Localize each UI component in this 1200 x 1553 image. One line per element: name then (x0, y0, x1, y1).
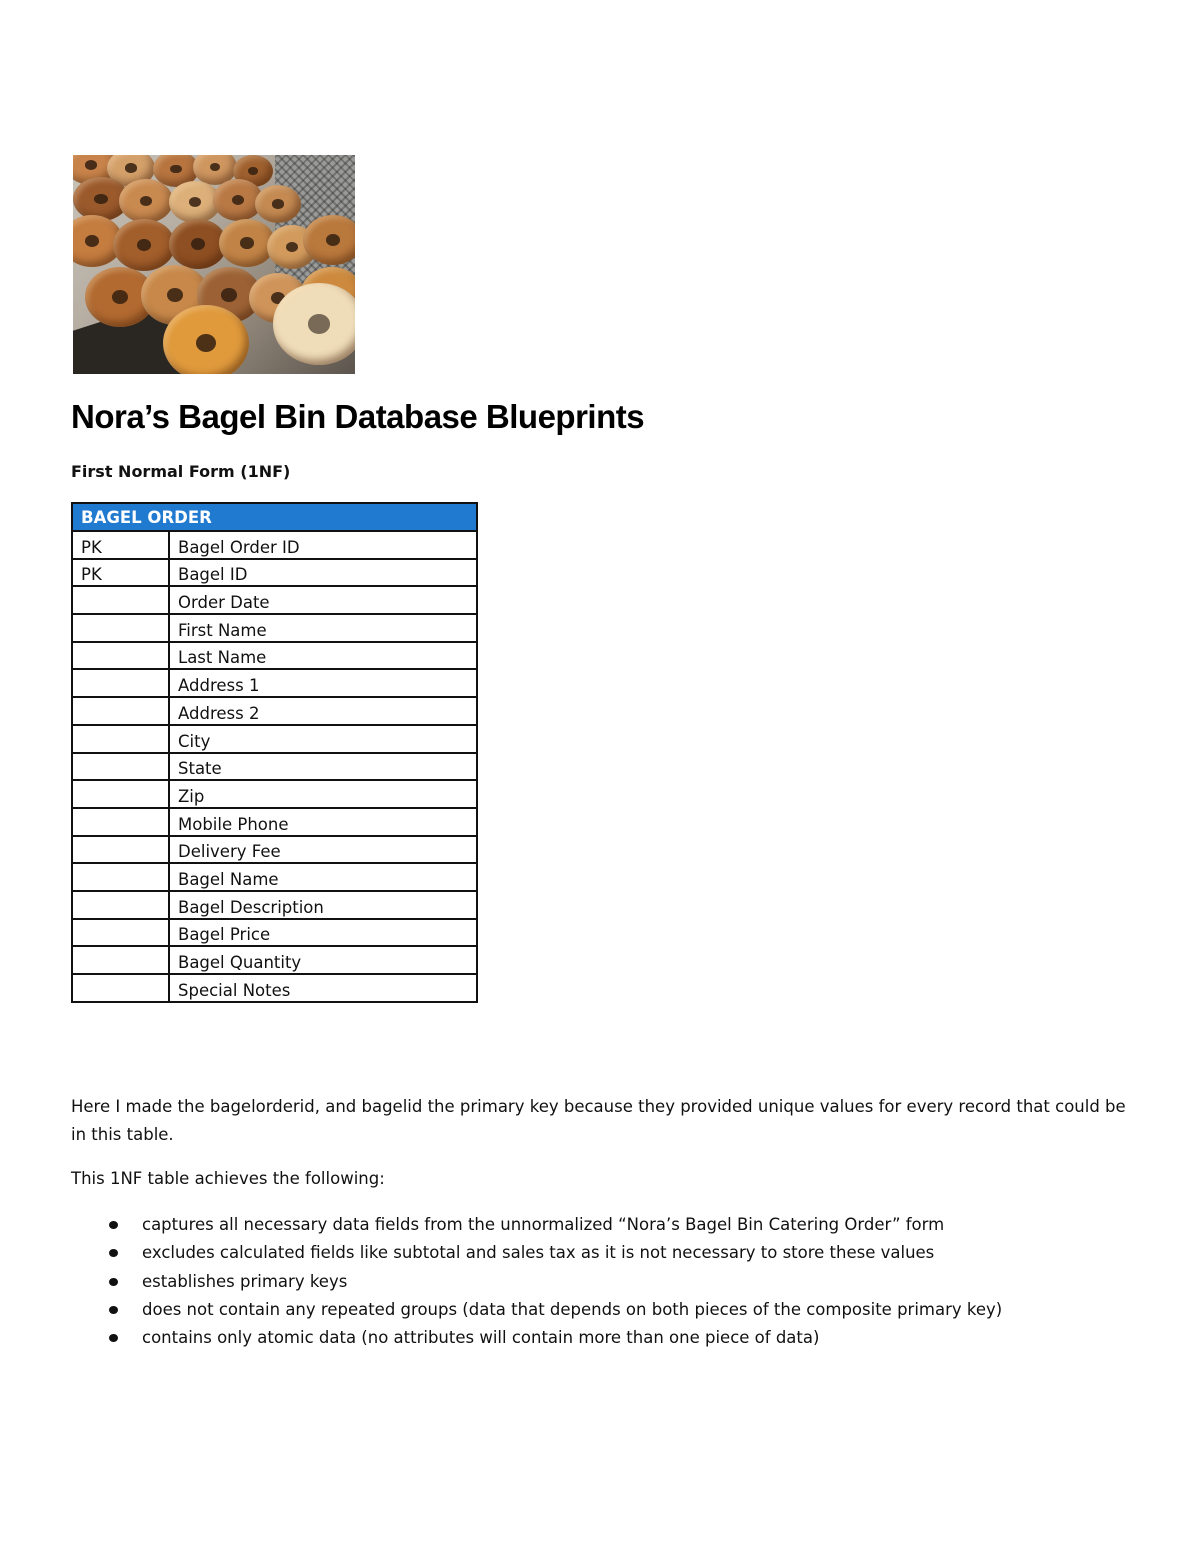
table-body (72, 531, 477, 1002)
field-cell: Bagel Quantity (169, 946, 477, 974)
achieves-intro: This 1NF table achieves the following: (71, 1169, 385, 1188)
table-row (72, 974, 477, 1002)
field-cell: Special Notes (169, 974, 477, 1002)
table-row (72, 780, 477, 808)
achievements-list (71, 1211, 1131, 1352)
key-cell (72, 669, 169, 697)
table-row (72, 586, 477, 614)
key-cell (72, 891, 169, 919)
key-cell (72, 697, 169, 725)
field-cell: Order Date (169, 586, 477, 614)
list-item-text: excludes calculated fields like subtotal and sales tax as it is not necessary to store these values (142, 1243, 935, 1263)
table-row (72, 863, 477, 891)
bagels-photo (73, 155, 355, 374)
table-row (72, 725, 477, 753)
list-item-text: contains only atomic data (no attributes will contain more than one piece of data) (142, 1328, 820, 1348)
table-row (72, 753, 477, 781)
field-cell: Bagel ID (169, 559, 477, 587)
field-cell: First Name (169, 614, 477, 642)
key-cell (72, 642, 169, 670)
list-item-text: does not contain any repeated groups (data that depends on both pieces of the composite primary key) (142, 1299, 1003, 1319)
bullet-dot-icon (109, 1249, 118, 1257)
table-row (72, 836, 477, 864)
key-cell (72, 753, 169, 781)
table-row (72, 642, 477, 670)
table-row (72, 808, 477, 836)
list-item-text: establishes primary keys (142, 1271, 348, 1291)
bullet-dot-icon (109, 1221, 118, 1229)
key-cell (72, 919, 169, 947)
key-cell (72, 863, 169, 891)
key-cell (72, 725, 169, 753)
table-header: BAGEL ORDER (72, 503, 477, 531)
key-cell (72, 946, 169, 974)
key-cell: PK (72, 531, 169, 559)
list-item (71, 1324, 1131, 1352)
table-row (72, 559, 477, 587)
list-item (71, 1268, 1131, 1296)
section-subtitle: First Normal Form (1NF) (71, 462, 291, 481)
key-cell (72, 974, 169, 1002)
table-row (72, 531, 477, 559)
field-cell: Delivery Fee (169, 836, 477, 864)
list-item (71, 1211, 1131, 1239)
table-row (72, 697, 477, 725)
key-cell (72, 586, 169, 614)
bullet-dot-icon (109, 1278, 118, 1286)
key-cell (72, 808, 169, 836)
field-cell: Address 1 (169, 669, 477, 697)
key-cell (72, 780, 169, 808)
table-row (72, 946, 477, 974)
field-cell: Address 2 (169, 697, 477, 725)
field-cell: Bagel Name (169, 863, 477, 891)
field-cell: Bagel Order ID (169, 531, 477, 559)
field-cell: Last Name (169, 642, 477, 670)
bagel-order-table (71, 502, 478, 1003)
bullet-dot-icon (109, 1334, 118, 1342)
key-cell: PK (72, 559, 169, 587)
field-cell: Bagel Price (169, 919, 477, 947)
key-cell (72, 614, 169, 642)
document-title: Nora’s Bagel Bin Database Blueprints (71, 398, 645, 435)
table-header-row (72, 503, 477, 531)
field-cell: Bagel Description (169, 891, 477, 919)
field-cell: City (169, 725, 477, 753)
field-cell: State (169, 753, 477, 781)
list-item (71, 1296, 1131, 1324)
primary-key-note: Here I made the bagelorderid, and bagelid the primary key because they provided unique values for every record that could be in this table. (71, 1097, 1126, 1144)
table-row (72, 669, 477, 697)
bullet-dot-icon (109, 1306, 118, 1314)
list-item-text: captures all necessary data fields from the unnormalized “Nora’s Bagel Bin Catering Order” form (142, 1215, 945, 1234)
table-row (72, 919, 477, 947)
field-cell: Mobile Phone (169, 808, 477, 836)
key-cell (72, 836, 169, 864)
table-row (72, 891, 477, 919)
list-item (71, 1239, 1131, 1267)
field-cell: Zip (169, 780, 477, 808)
table-row (72, 614, 477, 642)
